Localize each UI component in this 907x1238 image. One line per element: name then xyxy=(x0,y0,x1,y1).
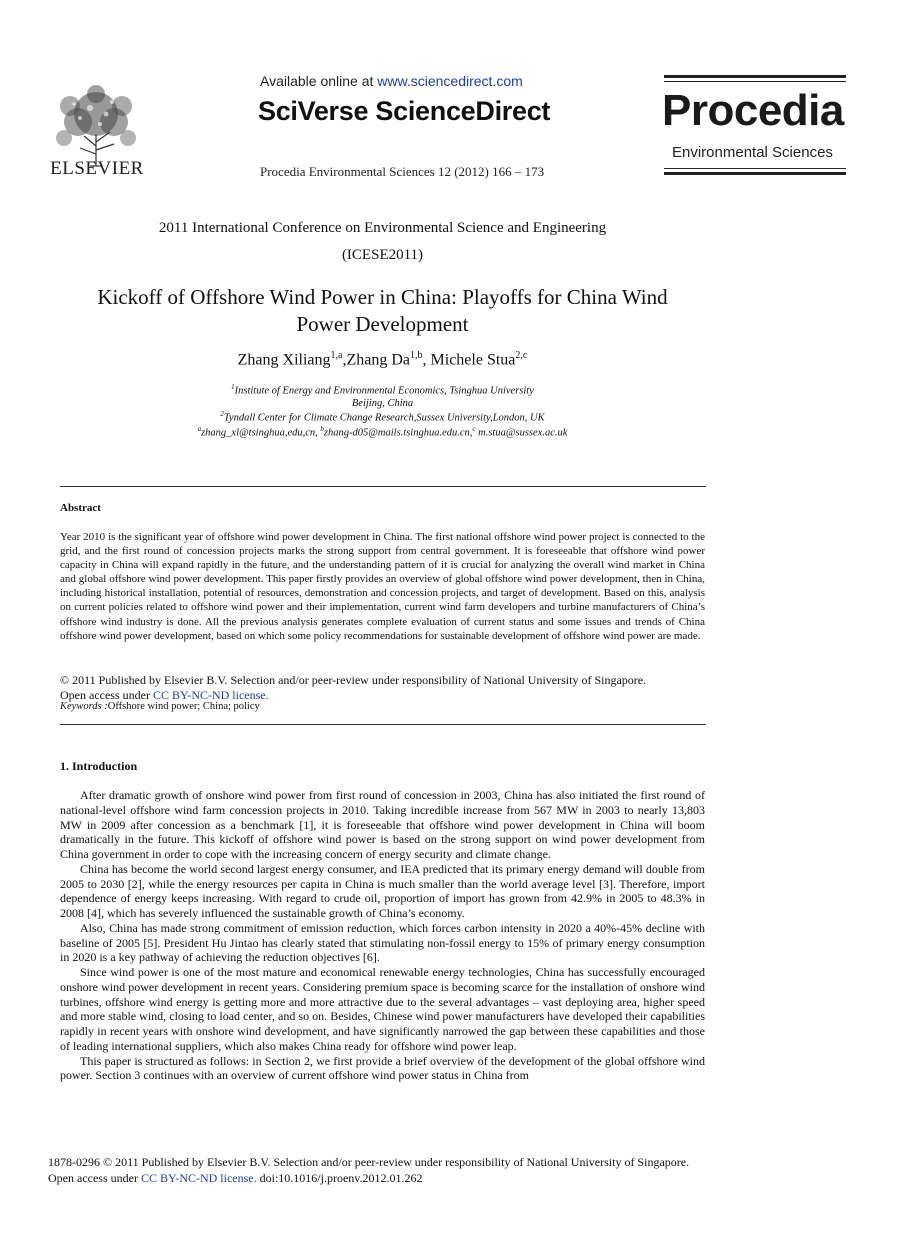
affiliation-1-city: Beijing, China xyxy=(351,398,414,409)
copyright-line: © 2011 Published by Elsevier B.V. Selection and/or peer-review under responsibility of National University of Singapore. xyxy=(60,673,647,687)
paragraph: China has become the world second largest energy consumer, and IEA predicted that its primary energy demand will double from 2005 to 2030 [2], while the energy resources per capita in China is much smaller than the world average level [3]. Therefore, import dependence of energy keeps increasing. With regard to crude oil, proportion of import has grown from 42.9% in 2005 to 48.3% in 2008 [4], which has severely influenced the sustainable growth of China’s economy. xyxy=(60,861,705,920)
affil-text: Institute of Energy and Environmental Economics, Tsinghua University xyxy=(234,385,534,397)
available-prefix: Available online at xyxy=(260,73,378,89)
procedia-logo: Procedia xyxy=(662,86,844,135)
available-online-line xyxy=(260,73,523,89)
paragraph: Since wind power is one of the most mature and economical renewable energy technologies, China has successfully encouraged onshore wind power development in recent years. Considering premium space is becoming scarce for the installation of onshore wind turbines, offshore wind energy is getting more and more attractive due to the several advantages – vast deploying area, higher speed and more stable wind, closing to load center, and so on. Besides, Chinese wind power manufacturers have developed their capabilities rapidly in recent years with onshore wind development, and have significantly narrowed the gap between these capabilities and those of leading international suppliers, which also makes China ready for offshore wind power leap. xyxy=(60,965,705,1053)
affiliation-2 xyxy=(60,410,705,424)
title-line-2: Power Development xyxy=(296,312,469,336)
keywords-text: Offshore wind power; China; policy xyxy=(107,701,260,712)
procedia-rule xyxy=(664,168,846,169)
journal-reference: Procedia Environmental Sciences 12 (2012) 166 – 173 xyxy=(260,164,545,179)
author-name: Zhang Da xyxy=(346,351,411,369)
introduction-body xyxy=(60,788,705,1083)
sciencedirect-link[interactable]: www.sciencedirect.com xyxy=(377,73,523,89)
paragraph: After dramatic growth of onshore wind power from first round of concession in 2003, China has also initiated the first round of national-level offshore wind farm concession projects in 2010. Taking incredible increase from 567 MW in 2003 to nearly 13,803 MW in 2009 after concession as a benchmark [1], it is foreseeable that offshore wind power development in China will boom dramatically in the future. This kickoff of offshore wind power is based on the strong support on wind power development from China government in order to cope with the increasing concern of energy security and climate change. xyxy=(60,788,705,861)
email-text: m.stua@sussex.ac.uk xyxy=(475,427,568,439)
author-emails xyxy=(60,425,705,439)
open-access-prefix: Open access under xyxy=(48,1171,141,1185)
abstract-heading: Abstract xyxy=(60,502,101,514)
author-list: Zhang Xiliang$^{1,a}$,Zhang Da$^{1,b}$, Michele Stua$^{2,c}$ xyxy=(237,350,528,369)
affiliation-1 xyxy=(60,383,705,397)
procedia-rule xyxy=(664,172,846,175)
footer-license-link[interactable]: CC BY-NC-ND license. xyxy=(140,1171,257,1185)
author-affil: 1,a xyxy=(330,350,343,361)
title-line-1: Kickoff of Offshore Wind Power in China: Playoffs for China Wind xyxy=(97,285,668,309)
email-marker: b xyxy=(320,425,324,433)
affil-marker: 2 xyxy=(220,410,224,418)
conference-name: 2011 International Conference on Environmental Science and Engineering xyxy=(158,220,607,236)
open-access-prefix: Open access under xyxy=(60,688,153,702)
sciverse-sciencedirect-logo: SciVerse ScienceDirect xyxy=(258,96,551,126)
paragraph: Also, China has made strong commitment of emission reduction, which forces carbon intensity in 2020 a 40%-45% decline with baseline of 2005 [5]. President Hu Jintao has clearly stated that stimulating non-fossil energy to 15% of primary energy consumption in 2020 is a key pathway of achieving the reduction objectives [6]. xyxy=(60,920,705,965)
affil-marker: 1 xyxy=(231,383,235,391)
doi-text: doi:10.1016/j.proenv.2012.01.262 xyxy=(256,1171,423,1185)
author-affil: 2,c xyxy=(515,350,528,361)
footer-copyright: 1878-0296 © 2011 Published by Elsevier B.V. Selection and/or peer-review under responsibility of National University of Singapore. xyxy=(48,1155,690,1169)
paper-title xyxy=(40,284,725,338)
license-link[interactable]: CC BY-NC-ND license. xyxy=(152,688,269,702)
procedia-subtitle: Environmental Sciences xyxy=(672,144,833,161)
email-marker: c xyxy=(472,425,476,433)
keywords-label: Keywords : xyxy=(60,701,108,712)
elsevier-logo-text: ELSEVIER xyxy=(50,158,144,179)
divider xyxy=(60,724,706,725)
footer-open-access xyxy=(48,1171,423,1186)
section-heading: 1. Introduction xyxy=(60,759,138,773)
procedia-rule xyxy=(664,81,846,82)
email-marker: a xyxy=(197,425,202,433)
procedia-rule xyxy=(664,75,846,78)
email-text: zhang_xl@tsinghua,edu,cn, xyxy=(201,427,321,439)
keywords-line xyxy=(60,701,260,712)
author-affil: 1,b xyxy=(410,350,423,361)
affil-text: Tyndall Center for Climate Change Research,Sussex University,London, UK xyxy=(223,412,545,424)
author-name: Michele Stua xyxy=(430,351,516,369)
divider xyxy=(60,486,706,487)
abstract-text: Year 2010 is the significant year of offshore wind power development in China. The first national offshore wind power project is connected to the grid, and the first round of concession projects marks the strong support from central government. It is foreseeable that offshore wind power capacity in China will expand rapidly in the future, and the understanding pattern of it is crucial for analyzing the overall wind market in China and global offshore wind power development. This paper firstly provides an overview of global offshore wind power development, then in China, including historical installation, potential of resources, demonstration and concession projects, and target of development. Based on this, analysis on current policies related to offshore wind power and their implementation, current wind farm developers and turbine manufacturers of China’s offshore wind industry is done. All the previous analysis generates complete evaluation of current status and some issues and trends of China offshore wind power development, based on which some policy recommendations for sustainable development of offshore wind power are made. xyxy=(60,531,705,642)
author-name: Zhang Xiliang xyxy=(237,351,331,369)
conference-acronym: (ICESE2011) xyxy=(341,247,424,263)
email-text: zhang-d05@mails.tsinghua.edu.cn, xyxy=(323,427,473,439)
paragraph: This paper is structured as follows: in Section 2, we first provide a brief overview of the development of the global offshore wind power. Section 3 continues with an overview of current offshore wind power status in China from xyxy=(60,1053,705,1083)
